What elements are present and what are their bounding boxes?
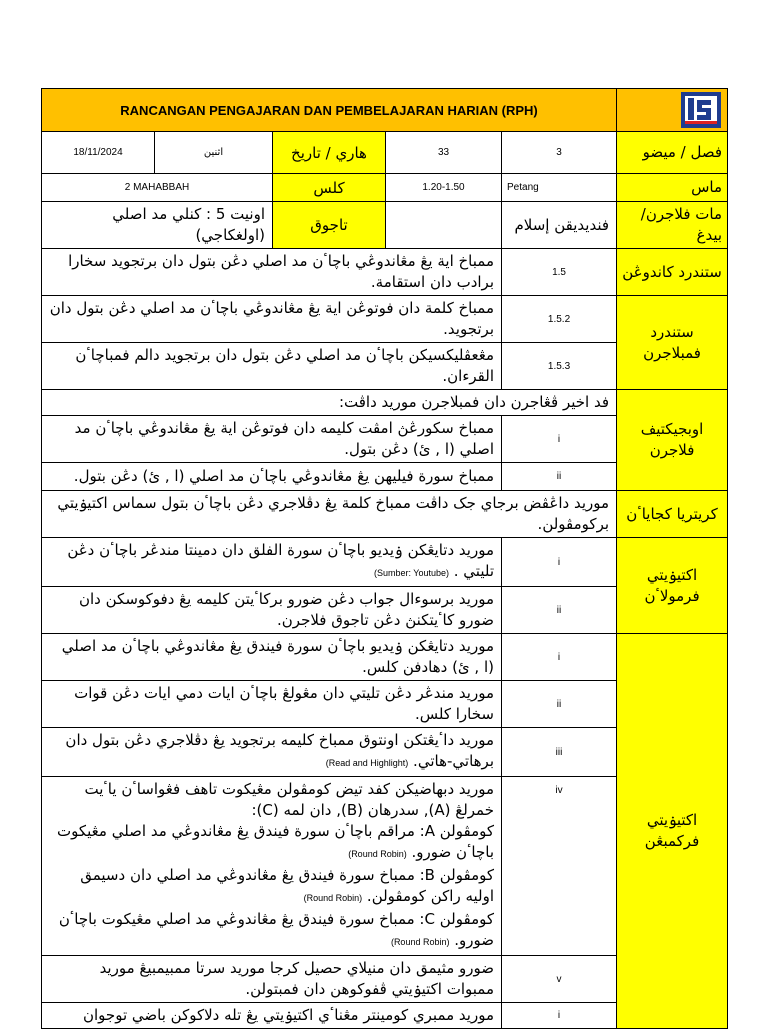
closing-activity-text: موريد ممبري کومينتر مڠناٴي اکتيۏيتي يڠ تله دلاکوکن باضي توجوان bbox=[42, 1003, 502, 1029]
subject-value: فنديديقن إسلام bbox=[502, 202, 617, 249]
main-activity-num: ii bbox=[502, 681, 617, 728]
group-line-text: کومڤولن A: مراقم باچاٴن سورة فيندق يڠ مڠاندوڠي مد اصلي مڠيکوت باچاٴن ضورو. bbox=[56, 822, 494, 861]
rph-table bbox=[41, 88, 728, 1029]
group-line bbox=[49, 821, 494, 865]
main-activity-text: موريد مندڠر دڠن تليتي دان مڠولڠ باچاٴن ايات دمي ايات دڠن قوات سخارا کلس. bbox=[42, 681, 502, 728]
learning-standard-num: 1.5.3 bbox=[502, 343, 617, 390]
intro-activity-label: اکتيۏيتي فرمولاٴن bbox=[617, 538, 728, 634]
intro-activity-row bbox=[42, 538, 728, 587]
main-activity-label: اکتيۏيتي فرکمبڠن bbox=[617, 634, 728, 1029]
class-row bbox=[42, 174, 728, 202]
session-value: Petang bbox=[502, 174, 617, 202]
objectives-intro-row bbox=[42, 390, 728, 416]
time-label: ماس bbox=[617, 174, 728, 202]
main-activity-line: موريد داٴيڠتکن اونتوق ممباخ کليمه برتجويد يڠ دڤلاجري دڠن بتول دان برهاتي-هاتي. bbox=[65, 731, 494, 770]
method-note: (Read and Highlight) bbox=[325, 758, 409, 768]
learning-standard-num: 1.5.2 bbox=[502, 296, 617, 343]
content-standard-text: ممباخ اية يڠ مڠاندوڠي باچاٴن مد اصلي دڠن بتول دان برتجويد سخارا برادب دان استقامة. bbox=[42, 249, 502, 296]
content-standard-label: ستندرد کاندوڠن bbox=[617, 249, 728, 296]
objective-num: ii bbox=[502, 463, 617, 491]
closing-activity-num: i bbox=[502, 1003, 617, 1029]
learning-standard-text: ممباخ کلمة دان فوتوڠن اية يڠ مڠاندوڠي باچاٴن مد اصلي دڠن بتول دان برتجويد. bbox=[42, 296, 502, 343]
topic-row bbox=[42, 202, 728, 249]
topic-label: تاجوق bbox=[273, 202, 386, 249]
date-row bbox=[42, 132, 728, 174]
main-activity-num: iv bbox=[502, 777, 617, 956]
group-line-text: کومڤولن C: ممباخ سورة فيندق يڠ مڠاندوڠي مد اصلي مڠيکوت باچاٴن ضورو. bbox=[58, 910, 494, 949]
unit-value: اونيت 5 : کنلي مد اصلي (اولغکاجي) bbox=[42, 202, 273, 249]
group-activity-text bbox=[42, 777, 502, 956]
group-line bbox=[49, 909, 494, 953]
objectives-label: اوبجيکتيف فلاجرن bbox=[617, 390, 728, 491]
objective-num: i bbox=[502, 416, 617, 463]
learning-standard-label: ستندرد فمبلاجرن bbox=[617, 296, 728, 390]
criteria-label: کريتريا کجاياٴن bbox=[617, 491, 728, 538]
chapter-value: 3 bbox=[502, 132, 617, 174]
learning-standard-row bbox=[42, 296, 728, 343]
intro-activity-text bbox=[42, 538, 502, 587]
group-line-text: کومڤولن B: ممباخ سورة فيندق يڠ مڠاندوڠي مد اصلي دان دسيمق اوليه راکن کومڤولن. bbox=[80, 866, 494, 905]
date-value: 18/11/2024 bbox=[42, 132, 155, 174]
main-activity-num: i bbox=[502, 634, 617, 681]
main-activity-text: موريد دتايڠکن ۏيديو باچاٴن سورة فيندق يڠ مڠاندوڠي باچاٴن مد اصلي (ا , ئ) دهادفن کلس. bbox=[42, 634, 502, 681]
criteria-text: موريد داڠڤض برجاي جک داڤت ممباخ کلمة يڠ دڤلاجري دڠن باچاٴن بتول سماس اکتيۏيتي برکومڤولن. bbox=[42, 491, 617, 538]
intro-activity-line: موريد دتايڠکن ۏيديو باچاٴن سورة الفلق دان دمينتا مندڠر باچاٴن دڠن تليتي . bbox=[67, 541, 494, 580]
objective-text: ممباخ سکورڠڽ امڤت کليمه دان فوتوڠن اية يڠ مڠاندوڠي باچاٴن مد اصلي (ا , ئ) دڠن بتول. bbox=[42, 416, 502, 463]
title-row bbox=[42, 89, 728, 132]
week-value: 33 bbox=[386, 132, 502, 174]
main-activity-text: ضورو مثيمق دان منيلاي حصيل کرجا موريد سرتا ممبيمبيڠ موريد ممبوات اکتيۏيتي ڤفوکوهن دان فمبتولن. bbox=[42, 956, 502, 1003]
blank-cell bbox=[386, 202, 502, 249]
source-note: (Sumber: Youtube) bbox=[373, 568, 449, 578]
method-note: (Round Robin) bbox=[348, 849, 407, 859]
date-label: هاري / تاريخ bbox=[273, 132, 386, 174]
day-value: اثنين bbox=[155, 132, 273, 174]
method-note: (Round Robin) bbox=[390, 937, 450, 947]
criteria-row bbox=[42, 491, 728, 538]
group-line bbox=[49, 865, 494, 909]
school-logo bbox=[617, 89, 728, 132]
objective-text: ممباخ سورة فيليهن يڠ مڠاندوڠي باچاٴن مد اصلي (ا , ئ) دڠن بتول. bbox=[42, 463, 502, 491]
subject-label: مات فلاجرن/ بيدغ bbox=[617, 202, 728, 249]
main-activity-text bbox=[42, 728, 502, 777]
intro-activity-num: i bbox=[502, 538, 617, 587]
class-label: کلس bbox=[273, 174, 386, 202]
objectives-intro: فد اخير ڤڠاجرن دان فمبلاجرن موريد داڤت: bbox=[42, 390, 617, 416]
document-title: RANCANGAN PENGAJARAN DAN PEMBELAJARAN HARIAN (RPH) bbox=[42, 89, 617, 132]
content-standard-row bbox=[42, 249, 728, 296]
content-standard-num: 1.5 bbox=[502, 249, 617, 296]
main-activity-row bbox=[42, 634, 728, 681]
logo-icon bbox=[681, 92, 721, 128]
group-activity-intro: موريد دبهاضيکن کفد تيض کومڤولن مڠيکوت تاهف فڠواساٴن ياٴيت خمرلڠ (A), سدرهان (B), دان لمه (C): bbox=[84, 780, 494, 819]
main-activity-num: iii bbox=[502, 728, 617, 777]
intro-activity-text: موريد برسوءال جواب دڠن ضورو برکاٴيتن کليمه يڠ دفوکوسکن دان ضورو کاٴيتکنڽ دڠن تاجوق فلاجرن. bbox=[42, 587, 502, 634]
learning-standard-text: مڠعڤليکسيکن باچاٴن مد اصلي دڠن بتول دان برتجويد دالم فمباچاٴن القرءان. bbox=[42, 343, 502, 390]
main-activity-num: v bbox=[502, 956, 617, 1003]
intro-activity-num: ii bbox=[502, 587, 617, 634]
time-value: 1.20-1.50 bbox=[386, 174, 502, 202]
method-note: (Round Robin) bbox=[303, 893, 363, 903]
class-value: 2 MAHABBAH bbox=[42, 174, 273, 202]
chapter-label: فصل / ميضو bbox=[617, 132, 728, 174]
